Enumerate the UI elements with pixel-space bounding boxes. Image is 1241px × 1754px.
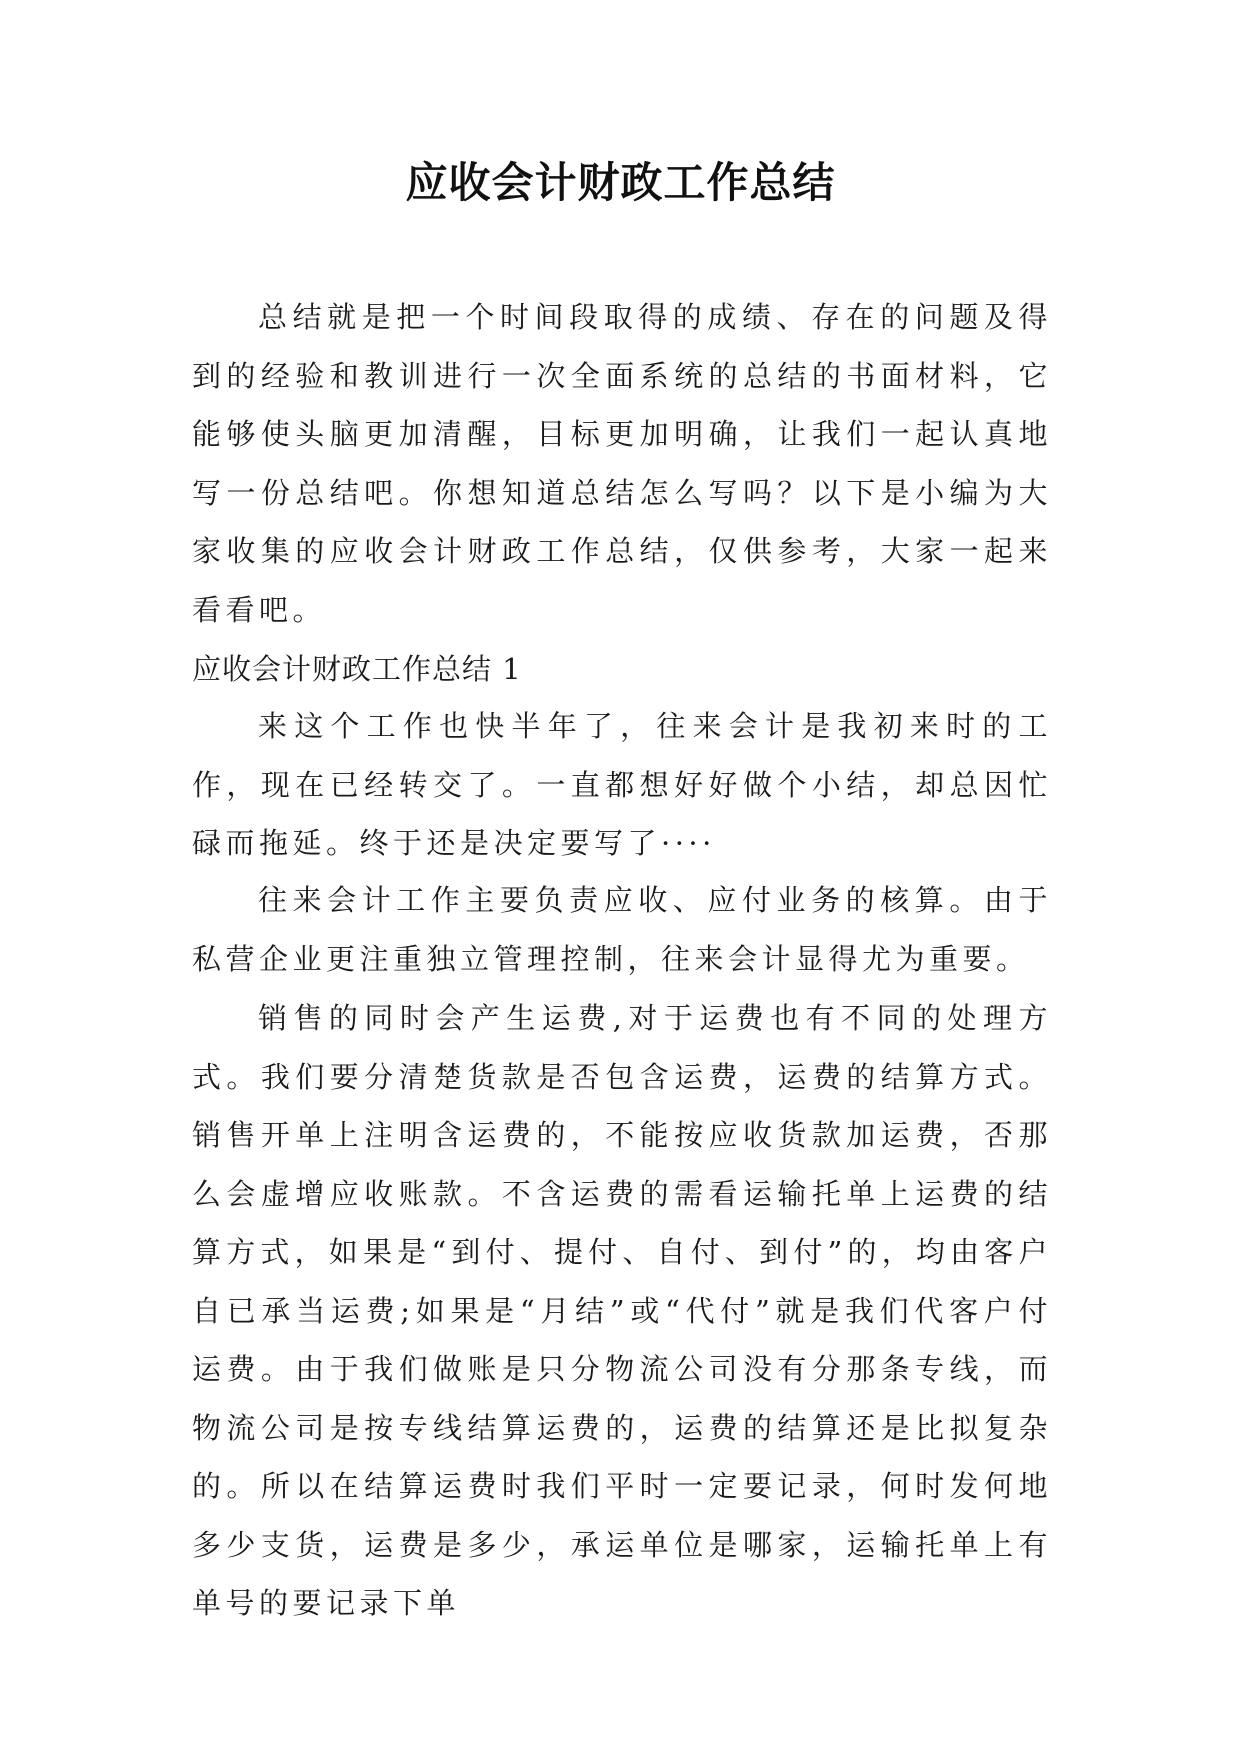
section-heading: 应收会计财政工作总结 1 (192, 652, 522, 686)
body-paragraph-3: 销售的同时会产生运费,对于运费也有不同的处理方式。我们要分清楚货款是否包含运费，运费的结算方式。销售开单上注明含运费的，不能按应收货款加运费，否那么会虚增应收账款。不含运费的需看运输托单上运费的结算方式，如果是“到付、提付、自付、到付”的，均由客户自已承当运费;如果是“月结”或“代付”就是我们代客户付运费。由于我们做账是只分物流公司没有分那条专线，而物流公司是按专线结算运费的，运费的结算还是比拟复杂的。所以在结算运费时我们平时一定要记录，何时发何地多少支货，运费是多少，承运单位是哪家，运输托单上有单号的要记录下单 (192, 1001, 1052, 1620)
document-title: 应收会计财政工作总结 (405, 158, 836, 207)
intro-paragraph: 总结就是把一个时间段取得的成绩、存在的问题及得到的经验和教训进行一次全面系统的总结的书面材料，它能够使头脑更加清醒，目标更加明确，让我们一起认真地写一份总结吧。你想知道总结怎么写吗？以下是小编为大家收集的应收会计财政工作总结，仅供参考，大家一起来看看吧。 (192, 300, 1052, 627)
body-paragraph-1: 来这个工作也快半年了，往来会计是我初来时的工作，现在已经转交了。一直都想好好做个小结，却总因忙碌而拖延。终于还是决定要写了···· (192, 709, 1052, 860)
body-paragraph-2: 往来会计工作主要负责应收、应付业务的核算。由于私营企业更注重独立管理控制，往来会计显得尤为重要。 (192, 883, 1052, 976)
